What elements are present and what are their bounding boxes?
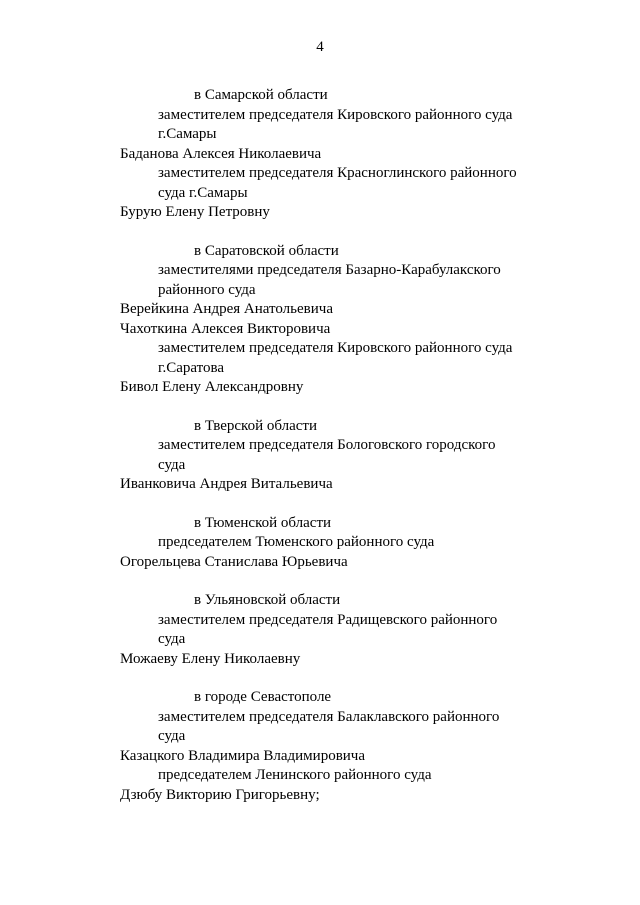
person-name: Бивол Елену Александровну (120, 379, 304, 395)
region-section (120, 417, 590, 495)
position-title: суда г.Самары (158, 184, 248, 201)
region-heading: в Саратовской области (194, 242, 339, 259)
region-heading: в Тверской области (194, 417, 318, 434)
person-name: Можаеву Елену Николаевну (120, 650, 301, 667)
region-section (120, 86, 590, 223)
position-title: заместителем председателя Бологовского городского (158, 437, 496, 453)
position-title: районного суда (158, 281, 256, 298)
position-title: заместителем председателя Балаклавского районного (158, 708, 500, 725)
position-title: председателем Тюменского районного суда (158, 534, 435, 550)
person-name: Бурую Елену Петровну (120, 204, 270, 220)
region-section (120, 242, 590, 398)
person-name: Казацкого Владимира Владимировича (120, 747, 366, 764)
person-name: Дзюбу Викторию Григорьевну; (120, 786, 320, 803)
position-title: председателем Ленинского районного суда (158, 767, 432, 783)
region-heading: в городе Севастополе (194, 689, 332, 705)
position-title: суда (158, 728, 186, 744)
region-section (120, 591, 590, 669)
position-title: заместителем председателя Радищевского районного (158, 611, 498, 628)
person-name: Баданова Алексея Николаевича (120, 145, 322, 162)
position-title: заместителем председателя Красноглинского районного (158, 165, 517, 181)
position-title: заместителем председателя Кировского районного суда (158, 340, 513, 356)
position-title: г.Саратова (158, 359, 225, 376)
person-name: Верейкина Андрея Анатольевича (120, 301, 333, 317)
person-name: Чахоткина Алексея Викторовича (120, 320, 331, 337)
position-title: суда (158, 631, 186, 647)
region-heading: в Самарской области (194, 87, 328, 103)
region-section (120, 688, 590, 805)
page-number: 4 (316, 39, 324, 55)
document-body (120, 86, 590, 805)
person-name: Огорельцева Станислава Юрьевича (120, 553, 348, 570)
position-title: г.Самары (158, 126, 217, 142)
region-heading: в Ульяновской области (194, 592, 341, 608)
position-title: заместителем председателя Кировского районного суда (158, 106, 513, 123)
region-heading: в Тюменской области (194, 514, 332, 531)
position-title: заместителями председателя Базарно-Карабулакского (158, 262, 501, 278)
person-name: Иванковича Андрея Витальевича (120, 476, 333, 492)
region-section (120, 514, 590, 573)
position-title: суда (158, 456, 186, 473)
